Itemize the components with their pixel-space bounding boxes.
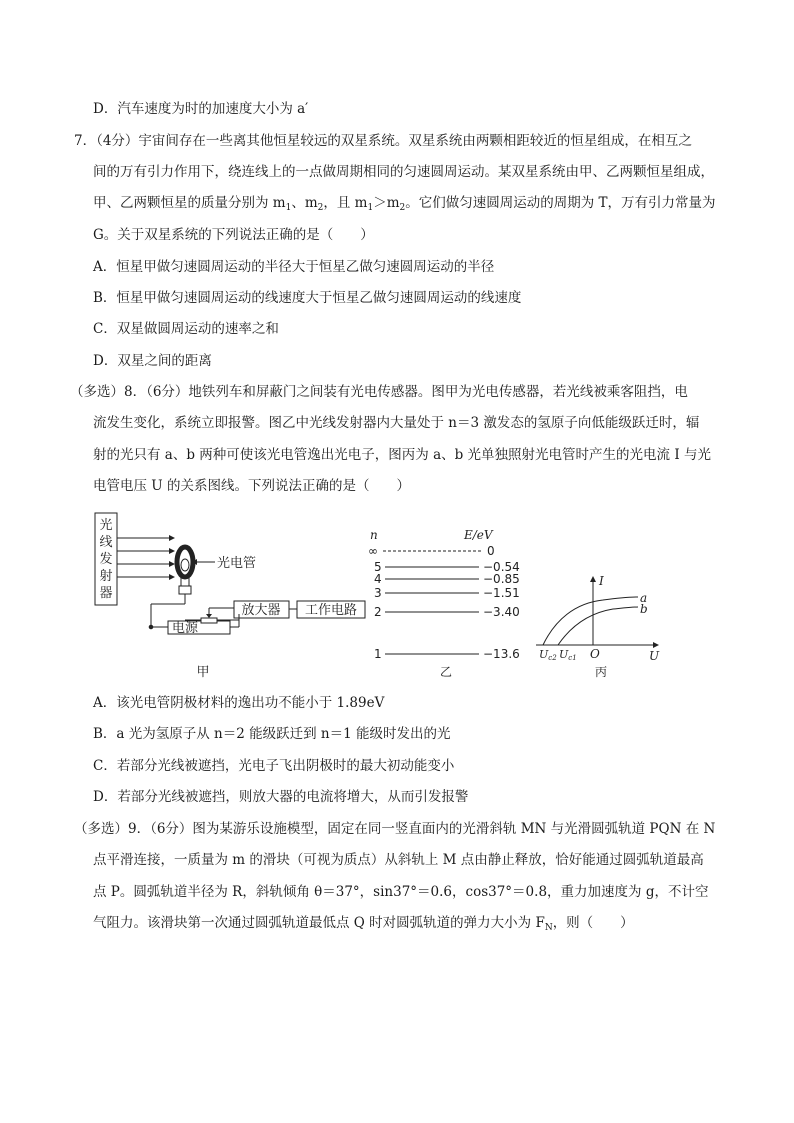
energy-axis-label: E/eV <box>464 528 493 542</box>
q8-figure <box>93 510 668 682</box>
phototube-anode <box>181 559 189 571</box>
resistor <box>201 618 217 623</box>
level-energy-3: −1.51 <box>483 586 520 600</box>
curve-a <box>543 597 638 645</box>
q8-stem-line-1: （多选）8．（6分）地铁列车和屏蔽门之间装有光电传感器。图甲为光电传感器，若光线被乘客阻挡，电 <box>70 384 688 400</box>
level-energy-1: −13.6 <box>483 647 520 661</box>
emitter-char-3: 发 <box>99 552 113 567</box>
i-axis-label: I <box>599 574 604 588</box>
q8-stem-line-3: 射的光只有 a、b 两种可使该光电管逸出光电子，图丙为 a、b 光单独照射光电管时产生的光电流 I 与光 <box>93 447 711 463</box>
q7-stem-line-3: 甲、乙两颗恒星的质量分别为 $m_1$、$m_2$，且 $m_1>m_2$。它们做匀速圆周运动的周期为 T，万有引力常量为 <box>93 195 716 213</box>
level-n-5: 5 <box>374 560 382 574</box>
level-n-4: 4 <box>374 572 382 586</box>
figure-bing <box>536 574 660 679</box>
level-energy-5: −0.54 <box>483 560 520 574</box>
q7-option-c: C．双星做圆周运动的速率之和 <box>93 321 279 337</box>
emitter-char-1: 光 <box>99 518 113 533</box>
level-energy-2: −3.40 <box>483 605 520 619</box>
q7-option-a: A．恒星甲做匀速圆周运动的半径大于恒星乙做匀速圆周运动的半径 <box>93 259 495 275</box>
q7-option-b: B．恒星甲做匀速圆周运动的线速度大于恒星乙做匀速圆周运动的线速度 <box>93 290 522 306</box>
q7-stem-line-4: G。关于双星系统的下列说法正确的是（ ） <box>93 227 374 243</box>
figure-jia-labels <box>99 517 357 680</box>
level-inf-energy: 0 <box>487 544 495 558</box>
level-n-3: 3 <box>374 586 382 600</box>
q7-stem-line-2: 间的万有引力作用下，绕连线上的一点做周期相同的匀速圆周运动。某双星系统由甲、乙两颗恒星组成， <box>93 164 714 180</box>
power-label: 电源 <box>171 621 199 636</box>
level-n-2: 2 <box>374 605 382 619</box>
caption-jia: 甲 <box>196 665 210 680</box>
curve-b <box>558 607 638 645</box>
q8-stem-line-2: 流发生变化，系统立即报警。图乙中光线发射器内大量处于 n＝3 激发态的氢原子向低能级跃迁时，辐 <box>93 415 700 431</box>
light-arrows <box>117 535 175 580</box>
u-axis-label: U <box>649 649 660 663</box>
q9-stem-line-4: 气阻力。该滑块第一次通过圆弧轨道最低点 Q 时对圆弧轨道的弹力大小为 $F_N$，则（ ） <box>93 915 634 933</box>
emitter-char-4: 射 <box>99 569 113 584</box>
uc2-label: Uc2 <box>539 648 557 662</box>
q7-stem-line-1: 7．（4分）宇宙间存在一些离其他恒星较远的双星系统。双星系统由两颗相距较近的恒星组成，在相互之 <box>74 133 692 149</box>
q8-option-c: C．若部分光线被遮挡，光电子飞出阴极时的最大初动能变小 <box>93 758 455 774</box>
q8-option-b: B．a 光为氢原子从 n＝2 能级跃迁到 n＝1 能级时发出的光 <box>93 726 451 742</box>
q7-option-d: D．双星之间的距离 <box>93 353 212 369</box>
phototube-cathode <box>177 547 193 577</box>
uc1-label: Uc1 <box>559 648 577 662</box>
level-n-1: 1 <box>374 647 382 661</box>
curve-b-label: b <box>640 602 648 616</box>
emitter-char-5: 器 <box>99 586 113 601</box>
level-energy-4: −0.85 <box>483 572 520 586</box>
q8-stem-line-4: 电管电压 U 的关系图线。下列说法正确的是（ ） <box>93 478 410 494</box>
i-axis-arrow <box>590 576 596 582</box>
caption-yi: 乙 <box>439 665 453 679</box>
q9-stem-line-1: （多选）9．（6分）图为某游乐设施模型，固定在同一竖直面内的光滑斜轨 MN 与光滑圆弧轨道 PQN 在 N <box>74 821 716 837</box>
u-axis-arrow <box>653 642 659 648</box>
figure-yi <box>368 528 520 679</box>
n-label: n <box>370 528 378 542</box>
q9-stem-line-3: 点 P。圆弧轨道半径为 R，斜轨倾角 θ＝37°，sin37°＝0.6，cos37°＝0.8，重力加速度为 g，不计空 <box>93 884 709 900</box>
q8-option-d: D．若部分光线被遮挡，则放大器的电流将增大，从而引发报警 <box>93 789 469 805</box>
emitter-char-2: 线 <box>99 535 113 550</box>
q8-option-a: A．该光电管阴极材料的逸出功不能小于 1.89eV <box>93 695 385 711</box>
q6-option-d: D．汽车速度为时的加速度大小为 a′ <box>93 101 309 117</box>
amplifier-label: 放大器 <box>241 603 281 618</box>
phototube-label: 光电管 <box>217 556 257 571</box>
q9-stem-line-2: 点平滑连接，一质量为 m 的滑块（可视为质点）从斜轨上 M 点由静止释放，恰好能通过圆弧轨道最高 <box>93 852 704 868</box>
caption-bing: 丙 <box>594 665 608 679</box>
level-inf-n: ∞ <box>368 544 378 558</box>
curve-a-label: a <box>640 591 648 605</box>
work-circuit-label: 工作电路 <box>304 603 358 618</box>
origin-label: O <box>590 647 600 661</box>
